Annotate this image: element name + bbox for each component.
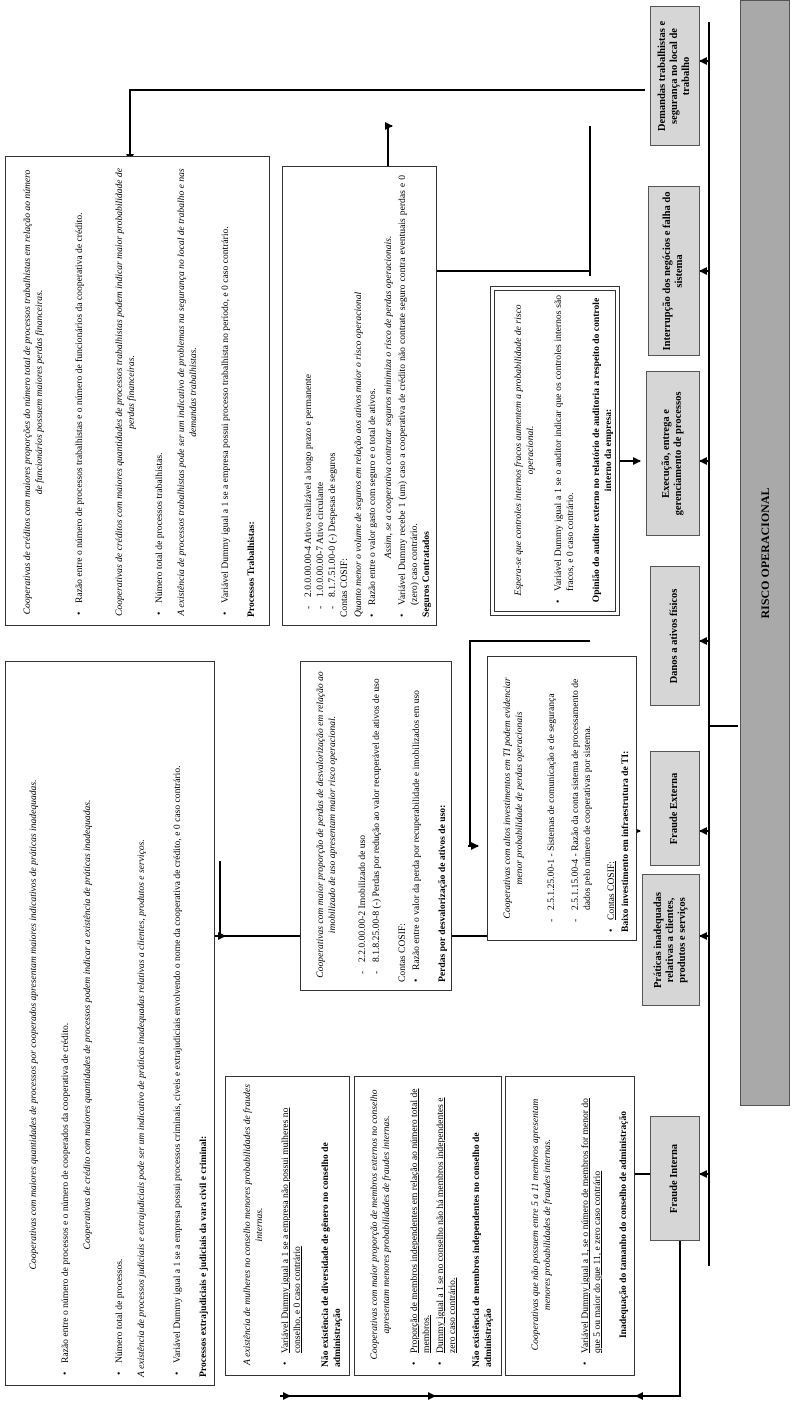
box-diversidade-genero [225,1076,350,1376]
cosif-item: - 2.0.0.00.00-4 Ativo realizável a longo prazo e permanente [303,197,315,597]
bullet-razao: • Razão entre o valor gasto com seguro e o total de ativos. [367,175,379,605]
category-execucao-entrega: Execução, entrega e gerenciamento de processos [646,371,700,536]
note: Cooperativas com maior proporção de membros externos no conselho apresentam menores probabilidades de fraudes internas. [369,1089,392,1360]
category-fraude-externa: Fraude Externa [650,751,700,866]
bullet-proporcao: • Proporção de membros independentes em relação ao número total de membros. [409,1083,433,1353]
note: Cooperativas de créditos com maiores quantidades de processos trabalhistas podem indicar maior probabilidade de perdas financeiras. [114,168,137,616]
note: A existência de mulheres no conselho menores probabilidades de fraudes internas. [242,1084,265,1365]
box-title: Processos Trabalhistas: [246,521,257,617]
bullet-dummy: • Variável Dummy igual a 1 se a empresa não possui mulheres no conselho, e 0 caso contrário [280,1083,304,1353]
cosif-item: - 2.2.0.00.00-2 Imobilizado de uso [357,672,369,962]
box-title: Seguros Contratados [421,531,432,617]
box-tamanho-conselho [505,1076,635,1376]
box-title: Não existência de diversidade de gênero no conselho de administração [320,1142,343,1367]
box-title: Baixo investimento em infraestrutura de TI: [620,750,631,932]
cosif-item: - 2.5.1.15.00-4 - Razão da conta sistema de processamento de dados pelo número de cooperativas por sistema. [570,665,594,910]
box-processos-trabalhistas [5,156,270,626]
cosif-item: - 2.5.1.25.00-1 - Sistemas de comunicação e de segurança [546,665,558,910]
category-interrupcao-negocios: Interrupção dos negócios e falha do sistema [648,186,700,356]
box-opiniao-auditor [490,286,620,616]
bullet-dummy: • Variável Dummy igual a 1 se o auditor indicar que os controles internos são fracos, e 0 caso contrário. [553,295,577,591]
box-processos-extrajudiciais [5,661,215,1386]
box-seguros-contratados [282,166,437,626]
bullet-dummy: • Variável Dummy igual a 1 se a empresa possui processos criminais, cíveis e extrajudiciais envolvendo o nome da cooperativa de crédito, e 0 caso contrário. [172,673,184,1363]
bullet-dummy: • Variável Dummy recebe 1 (um) caso a cooperativa de crédito não contrate seguro contra eventuais perdas e 0 (zero) caso contrário. [397,175,421,605]
category-fraude-interna: Fraude Interna [650,1116,700,1241]
root-title: RISCO OPERACIONAL [757,487,772,619]
note: Cooperativas com maiores quantidades de processos por cooperados apresentam maiores indicativos de práticas inadequadas. [28,779,39,1270]
note: Espera-se que controles internos fracos aumentem a probabilidade de risco operacional. [513,304,536,596]
box-title: Inadequação do tamanho do conselho de administração [618,1110,629,1339]
bullet-dummy: • Dummy igual a 1 se no conselho não há membros independentes e zero caso contrário. [435,1083,459,1353]
category-praticas-inadequadas: Práticas inadequadas relativas a clientes, produtos e serviços [642,874,700,1006]
note: Cooperativas de créditos com maiores proporções do número total de processos trabalhistas em relação ao número de funcionários possuem maiores perdas financeiras. [22,169,45,615]
cosif-title: Contas COSIF: [339,558,350,617]
note: A existência de processos trabalhistas pode ser um indicativo de problemas na segurança no local de trabalho e nas demandas trabalhistas. [176,168,199,616]
bullet-dummy: • Variável Dummy igual a 1, se o número de membros for menor do que 5 ou maior do que 11, e zero caso contrário [580,1083,604,1353]
bullet-total: • Número total de processos. [114,673,126,1363]
box-infraestrutura-ti [487,656,637,941]
box-title: Não existência de membros independentes no conselho de administração [471,1132,494,1367]
box-title: Opinião do auditor externo no relatório de auditoria a respeito do controle interno da empresa: [591,297,614,603]
note: Cooperativas com maior proporção de perdas de desvalorização em relação ao imobilizado de uso apresentam maior risco operacional. [315,671,338,978]
bullet-cosif: • Contas COSIF: [606,670,618,920]
box-title: Perdas por desvalorização de ativos de uso: [437,804,448,982]
cosif-item: - 8.1.8.25.00-8 (-) Perdas por redução ao valor recuperável de ativos de uso [371,672,383,962]
box-title: Processos extrajudiciais e judiciais da vara civil e criminal: [198,1135,209,1377]
category-danos-ativos: Danos a ativos físicos [650,566,700,706]
bullet-dummy: • Variável Dummy igual a 1 se a empresa possui processo trabalhista no período, e 0 caso contrário. [220,163,232,603]
note: A existência de processos judiciais e extrajudiciais pode ser um indicativo de práticas inadequadas relativas a clientes, produtos e serviços. [136,839,147,1377]
note: Cooperativas que não possuem entre 5 a 11 membros apresentam menores probabilidades de fraudes internas. [530,1098,553,1351]
bullet-razao: • Razão entre o número de processos trabalhistas e o número de funcionários da cooperativa de crédito. [74,163,86,603]
cosif-item: - 8.1.7.51.00-0 (-) Despesas de seguros [327,197,339,597]
note: Cooperativas de crédito com maiores quantidades de processos podem indicar a existência de práticas inadequadas. [82,799,93,1250]
bullet-total: • Número total de processos trabalhistas. [154,163,166,603]
note: Quanto menor o volume de seguros em relação aos ativos maior o risco operacional [353,291,364,617]
box-membros-independentes [354,1076,502,1376]
category-demandas-trabalhistas: Demandas trabalhistas e segurança no local de trabalho [650,6,700,146]
cosif-item: - 1.0.0.00.00-7 Ativo circulante [315,197,327,597]
note: Cooperativas com altos investimentos em TI podem evidenciar menor probabilidade de perdas operacionais [502,677,525,919]
bullet-razao: • Razão entre o número de processos e o número de cooperados da cooperativa de crédito. [60,673,72,1363]
cosif-title: Contas COSIF: [397,923,408,982]
bullet-razao: • Razão entre o valor da perda por recuperabilidade e imobilizados em uso [411,670,423,970]
root-risco-operacional [740,0,790,1106]
note: Assim, se a cooperativa contratar seguros minimiza o risco de perdas operacionais. [383,235,394,559]
box-perdas-desvalorizacao [300,661,452,991]
